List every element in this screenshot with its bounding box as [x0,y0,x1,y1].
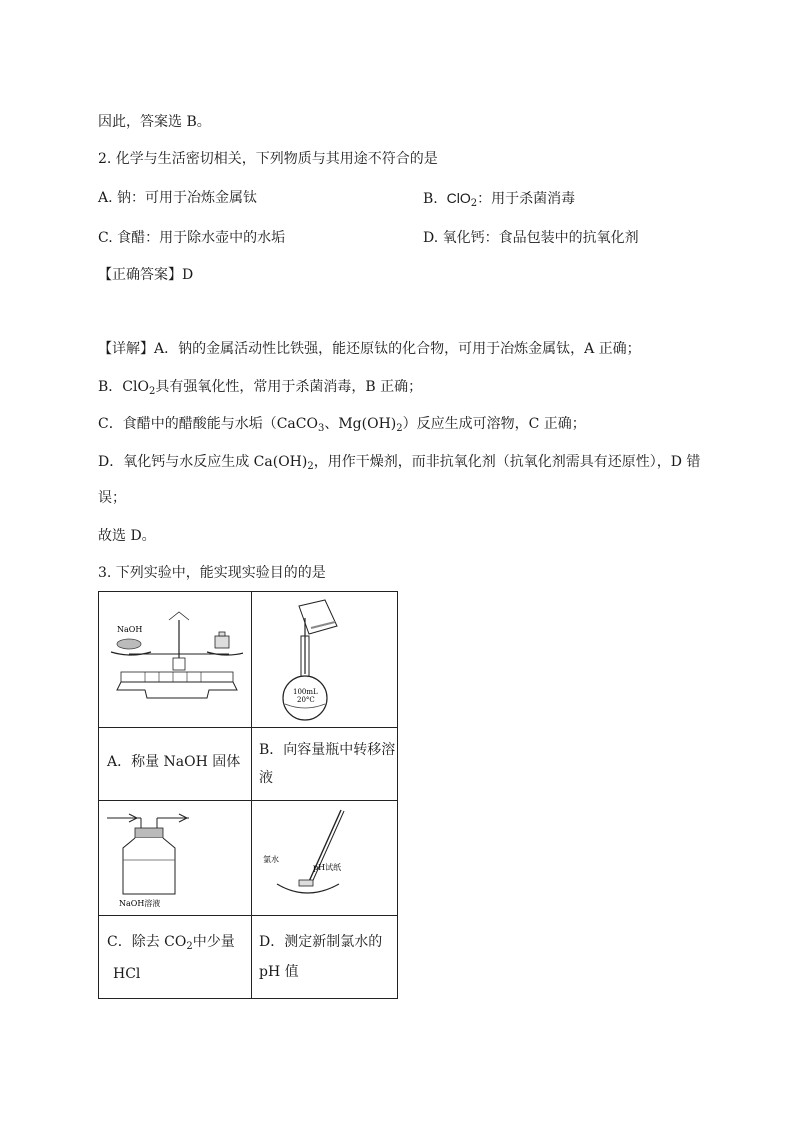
question-3-stem: 3. 下列实验中，能实现实验目的的是 [98,565,326,581]
question-2-stem: 2. 化学与生活密切相关，下列物质与其用途不符合的是 [98,151,438,167]
chlorine-water-label: 氯水 [263,855,279,864]
q2-detail-d-continued: 误； [98,490,126,506]
q3-option-b-line2: 液 [259,770,273,786]
table-divider-row2 [99,800,397,801]
naoh-solution-label: NaOH溶液 [119,899,161,908]
q2-conclusion: 故选 D。 [98,528,156,544]
table-divider-row3 [99,915,397,916]
q2-detail-b: B．ClO$_2$具有强氧化性，常用于杀菌消毒，B 正确； [98,379,423,397]
q3-option-d-line2: pH 值 [259,964,299,980]
q3-option-d-line1: D．测定新制氯水的 [259,934,383,950]
q3-option-a: A．称量 NaOH 固体 [107,754,241,770]
q2-correct-answer: 【正确答案】D [98,267,194,283]
ph-test-image [257,806,397,910]
q3-option-c-line1: C．除去 $CO_2$中少量 [107,934,235,952]
previous-answer-conclusion: 因此，答案选 B。 [98,114,211,130]
table-divider-vertical [251,592,252,998]
ph-paper-label: pH试纸 [313,863,342,872]
q2-detail-c: C．食醋中的醋酸能与水垢（CaCO$_3$、$Mg(OH)_2$）反应生成可溶物，C 正确； [98,416,586,434]
balance-scale-image [109,610,243,710]
volumetric-flask-image [265,598,385,724]
flask-volume-label: 100mL [293,688,318,696]
q2-detail-a: 【详解】A．钠的金属活动性比铁强，能还原钛的化合物，可用于冶炼金属钛，A 正确； [98,341,641,357]
q2-option-d: D. 氧化钙：食品包装中的抗氧化剂 [423,230,639,246]
flask-temperature-label: 20°C [297,696,315,704]
q3-options-table [98,591,398,999]
q2-option-a: A. 钠：可用于冶炼金属钛 [98,190,258,206]
q2-detail-d: D．氧化钙与水反应生成 $Ca(OH)_2$，用作干燥剂，而非抗氧化剂（抗氧化剂需具有还原性），D 错 [98,454,701,472]
q3-option-c-line2: HCl [113,966,141,982]
table-divider-row1 [99,727,397,728]
q3-option-b-line1: B．向容量瓶中转移溶 [259,742,396,758]
naoh-label: NaOH [117,625,143,634]
q2-option-c: C. 食醋：用于除水壶中的水垢 [98,230,286,246]
gas-washing-bottle-image [105,806,245,910]
q2-option-b: B. ClO$_2$：用于杀菌消毒 [423,190,576,209]
